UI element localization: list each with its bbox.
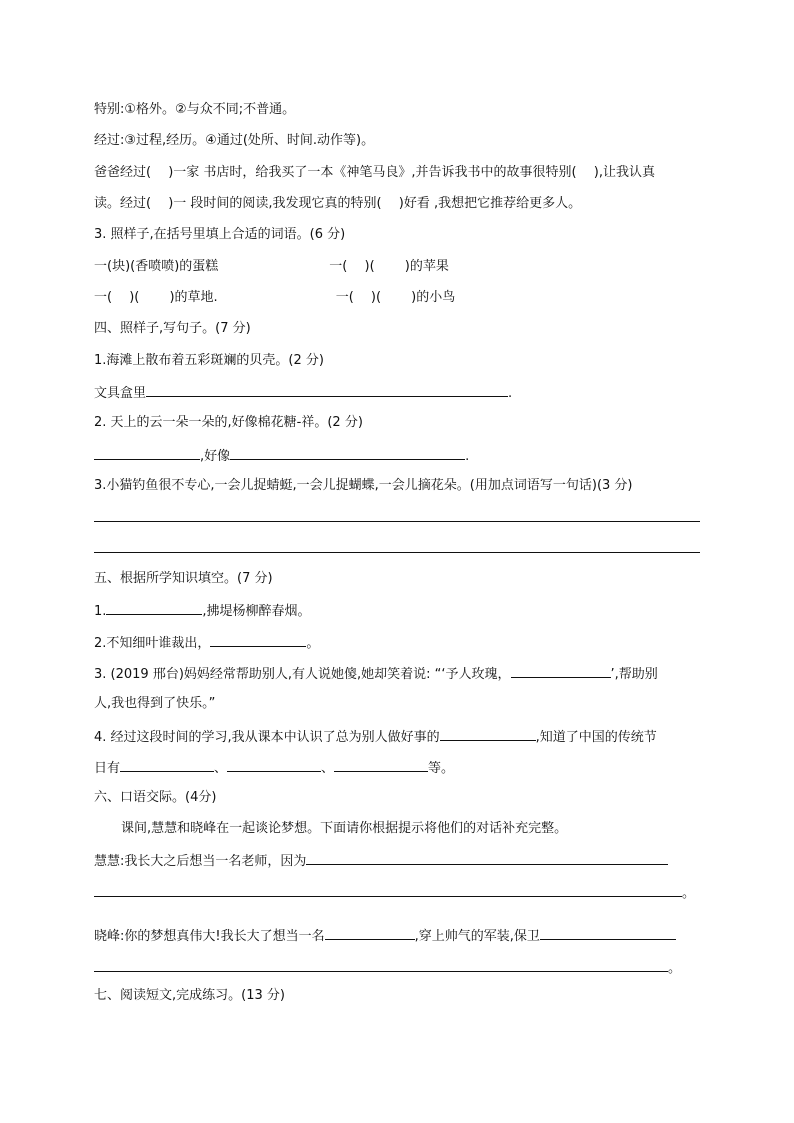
- answer-blank[interactable]: [210, 632, 306, 647]
- answer-blank[interactable]: [540, 925, 676, 940]
- pattern-example: 一(块)(香喷喷)的蛋糕: [94, 259, 219, 274]
- pattern-bird: 一( )( )的小鸟: [335, 290, 456, 305]
- section-7-heading: 七、阅读短文,完成练习。(13 分): [94, 988, 285, 1003]
- dialogue-huihui: 慧慧:我长大之后想当一名老师，因为: [94, 850, 700, 872]
- dialogue-xiaofeng: 晓峰:你的梦想真伟大!我长大了想当一名 ,穿上帅气的军装,保卫: [94, 925, 700, 947]
- section-5-q4-cont: 日有 、 、 等。: [94, 757, 700, 779]
- answer-blank[interactable]: [120, 757, 214, 772]
- answer-blank[interactable]: [94, 445, 200, 460]
- fill-paragraph-line-2: 读。经过( )一 段时间的阅读,我发现它真的特别( )好看 ,我想把它推荐给更多人。: [94, 196, 582, 211]
- answer-blank[interactable]: [325, 925, 415, 940]
- answer-blank[interactable]: [94, 882, 682, 897]
- section-5-q3: 3. (2019 邢台)妈妈经常帮助别人,有人说她傻,她却笑着说: “‘予人玫瑰， ’,帮助别: [94, 663, 700, 685]
- answer-blank[interactable]: [227, 757, 321, 772]
- answer-blank[interactable]: [511, 663, 611, 678]
- section-6-heading: 六、口语交际。(4分): [94, 790, 217, 805]
- dialogue-xiaofeng-cont: 。: [94, 957, 700, 979]
- pattern-row-1: [94, 257, 700, 277]
- fill-paragraph-line-1: 爸爸经过( )一家 书店时，给我买了一本《神笔马良》,并告诉我书中的故事很特别( ),让我认真: [94, 165, 655, 180]
- section-4-heading: 四、照样子,写句子。(7 分): [94, 321, 251, 336]
- definition-jingguo: 经过:③过程,经历。④通过(处所、时间.动作等)。: [94, 133, 375, 148]
- section-5-q1: 1. ,拂堤杨柳醉春烟。: [94, 600, 700, 622]
- section-5-q2: 2.不知细叶谁裁出， 。: [94, 632, 700, 654]
- answer-blank[interactable]: [94, 957, 668, 972]
- pattern-row-2: [94, 288, 700, 308]
- section-4-q1: 1.海滩上散布着五彩斑斓的贝壳。(2 分): [94, 353, 324, 368]
- section-4-q1-answer: 文具盒里 .: [94, 382, 700, 404]
- answer-line[interactable]: [94, 552, 700, 553]
- answer-blank[interactable]: [230, 445, 465, 460]
- section-4-q2: 2. 天上的云一朵一朵的,好像棉花糖-祥。(2 分): [94, 415, 363, 430]
- dialogue-huihui-cont: 。: [94, 882, 700, 904]
- section-6-prompt: 课间,慧慧和晓峰在一起谈论梦想。下面请你根据提示将他们的对话补充完整。: [121, 821, 568, 836]
- answer-blank[interactable]: [146, 382, 508, 397]
- question-3-heading: 3. 照样子,在括号里填上合适的词语。(6 分): [94, 227, 346, 242]
- answer-blank[interactable]: [306, 850, 668, 865]
- section-5-q4: 4. 经过这段时间的学习,我从课本中认识了总为别人做好事的 ,知道了中国的传统节: [94, 726, 700, 748]
- pattern-apple: 一( )( )的苹果: [329, 259, 449, 274]
- pattern-grass: 一( )( )的草地.: [94, 290, 218, 305]
- answer-line[interactable]: [94, 521, 700, 522]
- definition-tebie: 特别:①格外。②与众不同;不普通。: [94, 102, 296, 117]
- answer-blank[interactable]: [106, 600, 202, 615]
- section-5-heading: 五、根据所学知识填空。(7 分): [94, 571, 273, 586]
- answer-blank[interactable]: [440, 726, 536, 741]
- section-5-q3-cont: 人,我也得到了快乐。”: [94, 696, 216, 711]
- answer-blank[interactable]: [334, 757, 428, 772]
- section-4-q3: 3.小猫钓鱼很不专心,一会儿捉蜻蜓,一会儿捉蝴蝶,一会儿摘花朵。(用加点词语写一句话)(3 分): [94, 478, 633, 493]
- section-4-q2-answer: ,好像 .: [94, 445, 700, 467]
